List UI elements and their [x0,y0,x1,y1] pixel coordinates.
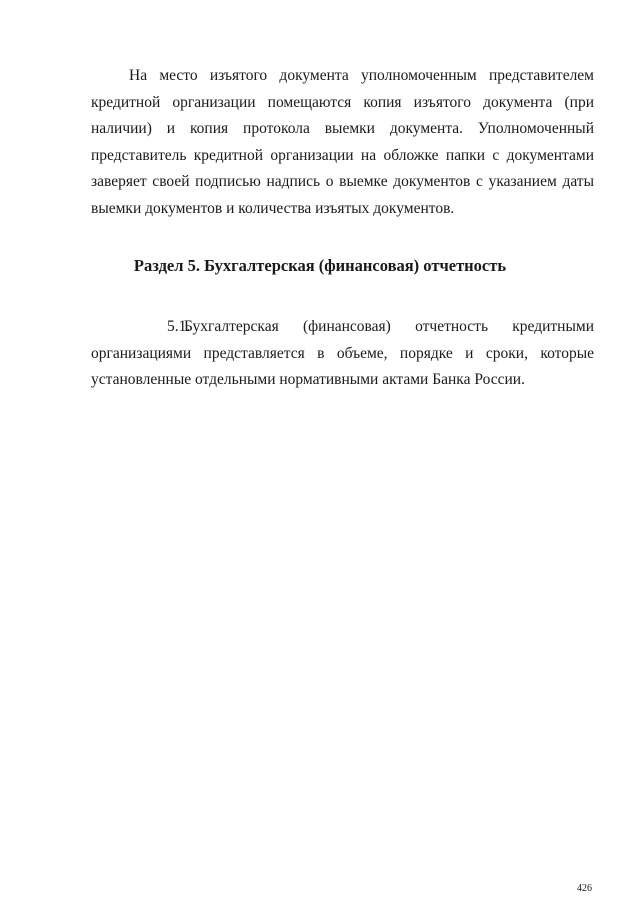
page-number: 426 [577,883,592,894]
clause-text: Бухгалтерская (финансовая) отчетность кредитными организациями представляется в объеме, порядке и сроки, которые установленные отдельными нормативными актами Банка России. [91,318,594,388]
section-heading [0,254,640,278]
clause-number: 5.1. [167,318,191,335]
paragraph-document-removal: На место изъятого документа уполномоченным представителем кредитной организации помещаются копия изъятого документа (при наличии) и копия протокола выемки документа. Уполномоченный представитель кредитной организации на обложке папки с документами заверяет своей подписью надпись о выемке документов с указанием даты выемки документов и количества изъятых документов. [91,67,594,217]
section-prefix: Раздел 5. [133,256,200,275]
section-title: Бухгалтерская (финансовая) отчетность [204,256,507,275]
clause-5-1 [91,314,594,394]
